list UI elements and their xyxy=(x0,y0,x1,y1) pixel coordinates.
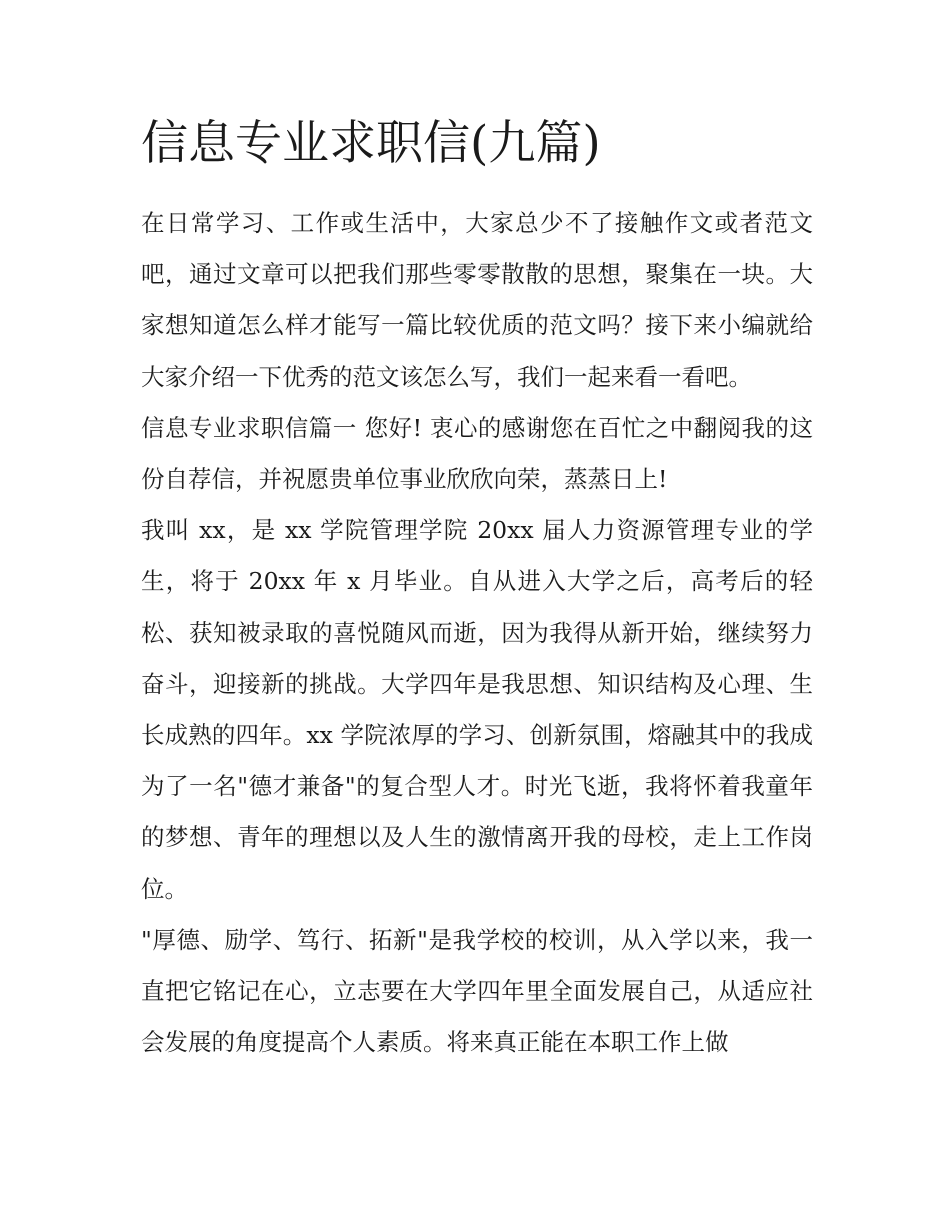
paragraph-school-motto: "厚德、励学、笃行、拓新"是我学校的校训，从入学以来，我一直把它铭记在心，立志要在大学四年里全面发展自己，从适应社会发展的角度提高个人素质。将来真正能在本职工作上做 xyxy=(141,925,813,1057)
paragraph-self-introduction: 我叫 xx，是 xx 学院管理学院 20xx 届人力资源管理专业的学生，将于 20xx 年 x 月毕业。自从进入大学之后，高考后的轻松、获知被录取的喜悦随风而逝，因为我得从新开始，继续努力奋斗，迎接新的挑战。大学四年是我思想、知识结构及心理、生长成熟的四年。xx 学院浓厚的学习、创新氛围，熔融其中的我成为了一名"德才兼备"的复合型人才。时光飞逝，我将怀着我童年的梦想、青年的理想以及人生的激情离开我的母校，走上工作岗位。 xyxy=(141,516,813,903)
document-title: 信息专业求职信(九篇) xyxy=(141,116,601,171)
paragraph-intro: 在日常学习、工作或生活中，大家总少不了接触作文或者范文吧，通过文章可以把我们那些零零散散的思想，聚集在一块。大家想知道怎么样才能写一篇比较优质的范文吗？接下来小编就给大家介绍一下优秀的范文该怎么写，我们一起来看一看吧。 xyxy=(141,209,813,391)
document-page xyxy=(141,112,813,1068)
paragraph-greeting: 信息专业求职信篇一 您好! 衷心的感谢您在百忙之中翻阅我的这份自荐信，并祝愿贵单位事业欣欣向荣，蒸蒸日上! xyxy=(141,413,813,494)
document-body xyxy=(141,198,813,1068)
